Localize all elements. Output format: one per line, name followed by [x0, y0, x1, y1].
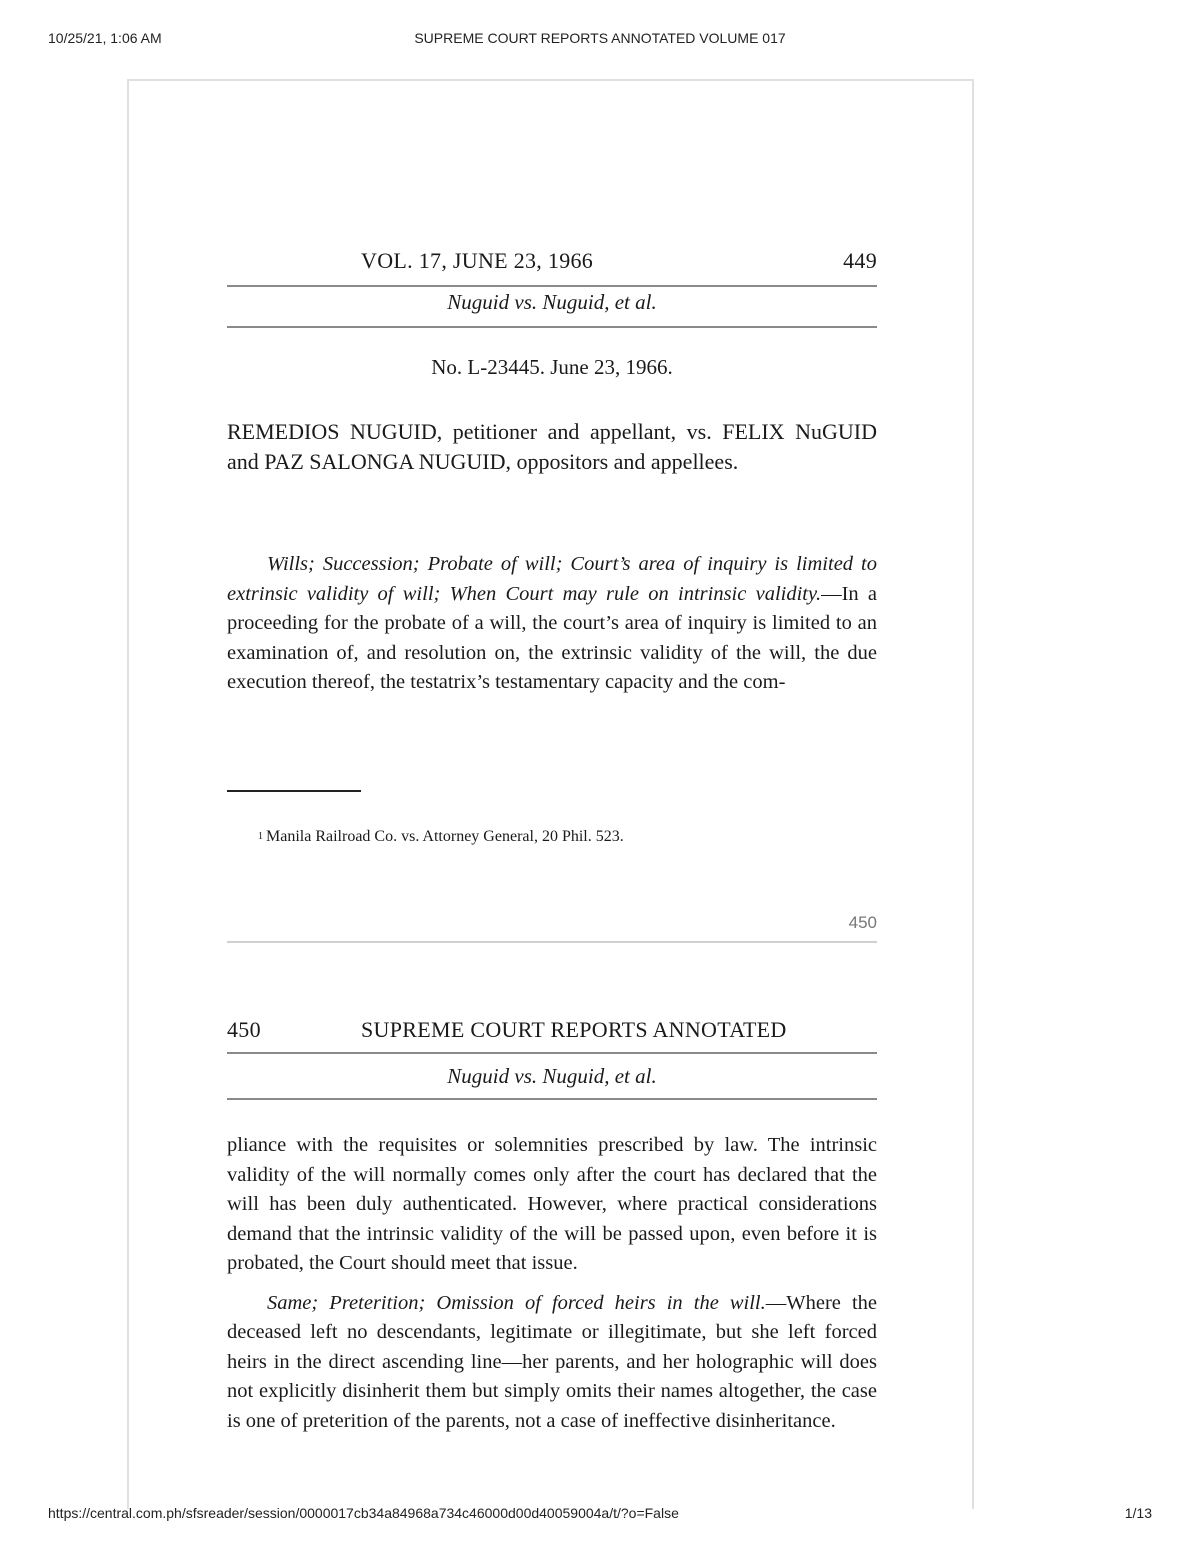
running-head-title: VOL. 17, JUNE 23, 1966: [361, 248, 594, 273]
head-rule: [227, 285, 877, 287]
case-number: No. L-23445. June 23, 1966.: [431, 355, 673, 379]
footnote-text: Manila Railroad Co. vs. Attorney General, 20 Phil. 523.: [266, 828, 624, 845]
syllabus-block-1: [227, 550, 877, 698]
case-caption: Nuguid vs. Nuguid, et al.: [447, 1064, 657, 1088]
print-header: [48, 30, 1152, 50]
print-datetime: 10/25/21, 1:06 AM: [48, 30, 162, 46]
caption-rule: [227, 1098, 877, 1100]
page-number: 450: [227, 1017, 261, 1042]
footnote-mark: 1: [258, 831, 263, 842]
syllabus-text: —In a proceeding for the probate of a will, the court’s area of inquiry is limited to an examination of, and resolution on, the extrinsic validity of the will, the due execution thereof, the testatrix’s testamentary capacity and the com-: [227, 582, 877, 693]
syllabus-text: —Where the deceased left no descendants, legitimate or illegitimate, but she left forced heirs in the direct ascending line—her parents, and her holographic will does not explicitly disinherit them but simply omits their names altogether, the case is one of preterition of the parents, not a case of ineffective disinheritance.: [227, 1291, 878, 1432]
parties: REMEDIOS NUGUID, petitioner and appellant, vs. FELIX NuGUID and PAZ SALONGA NUGUID, oppositors and appellees.: [227, 419, 877, 474]
page-number: 449: [843, 248, 877, 273]
page-break-marker: 450: [848, 913, 877, 932]
page-separator: [227, 941, 877, 943]
print-page-count: 1/13: [1124, 1505, 1152, 1521]
syllabus-keywords: Wills; Succession; Probate of will; Court’s area of inquiry is limited to extrinsic validity of will; When Court may rule on intrinsic validity.: [227, 553, 877, 605]
syllabus-paragraph-1: [227, 550, 877, 698]
print-footer: [48, 1505, 1152, 1525]
head-rule: [227, 1052, 877, 1054]
running-head-title: SUPREME COURT REPORTS ANNOTATED: [361, 1017, 787, 1042]
case-caption: Nuguid vs. Nuguid, et al.: [447, 290, 657, 314]
print-url: https://central.com.ph/sfsreader/session/0000017cb34a84968a734c46000d00d40059004a/t/?o=False: [48, 1505, 679, 1521]
continuation-paragraph: pliance with the requisites or solemnities prescribed by law. The intrinsic validity of the will normally comes only after the court has declared that the will has been duly authenticated. However, where practical considerations demand that the intrinsic validity of the will be passed upon, even before it is probated, the Court should meet that issue.: [227, 1134, 877, 1274]
footnote-rule: [227, 790, 361, 792]
caption-rule: [227, 326, 877, 328]
body-block: [227, 1131, 877, 1436]
syllabus-keywords: Same; Preterition; Omission of forced heirs in the will.: [267, 1291, 766, 1314]
syllabus-paragraph-2: [227, 1289, 877, 1437]
print-doc-title: SUPREME COURT REPORTS ANNOTATED VOLUME 017: [414, 30, 786, 46]
parties-block: [227, 417, 877, 477]
footnote: [258, 828, 624, 846]
